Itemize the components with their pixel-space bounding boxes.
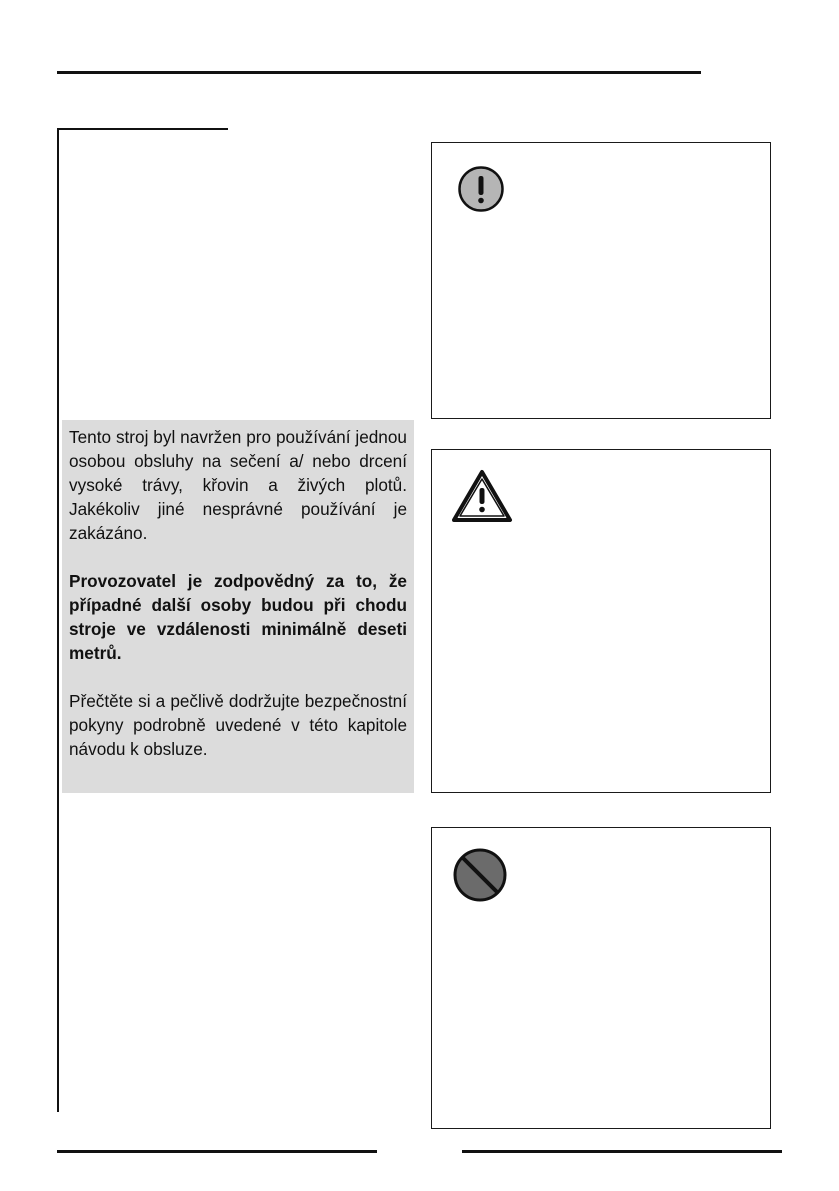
intro-paragraph-responsibility: Provozovatel je zodpovědný za to, že případné další osoby budou při chodu stroje ve vzdálenosti minimálně deseti metrů. bbox=[69, 571, 407, 663]
intro-box bbox=[62, 420, 414, 793]
header-rule bbox=[57, 71, 701, 74]
intro-paragraph-usage: Tento stroj byl navržen pro používání jednou osobou obsluhy na sečení a/ nebo drcení vysoké trávy, křovin a živých plotů. Jakékoliv jiné nesprávné používání je zakázáno. bbox=[69, 427, 407, 543]
note-panel bbox=[431, 142, 771, 419]
section-title-rule bbox=[57, 128, 228, 130]
warning-triangle-icon bbox=[451, 469, 513, 523]
prohibition-icon bbox=[453, 848, 507, 902]
footer-rule-left bbox=[57, 1150, 377, 1153]
intro-paragraph-instructions: Přečtěte si a pečlivě dodržujte bezpečnostní pokyny podrobně uvedené v této kapitole návodu k obsluze. bbox=[69, 691, 407, 759]
exclamation-circle-icon bbox=[458, 166, 504, 212]
left-margin-line bbox=[57, 128, 59, 1112]
footer-rule-right bbox=[462, 1150, 782, 1153]
prohibition-panel bbox=[431, 827, 771, 1129]
caution-panel bbox=[431, 449, 771, 793]
